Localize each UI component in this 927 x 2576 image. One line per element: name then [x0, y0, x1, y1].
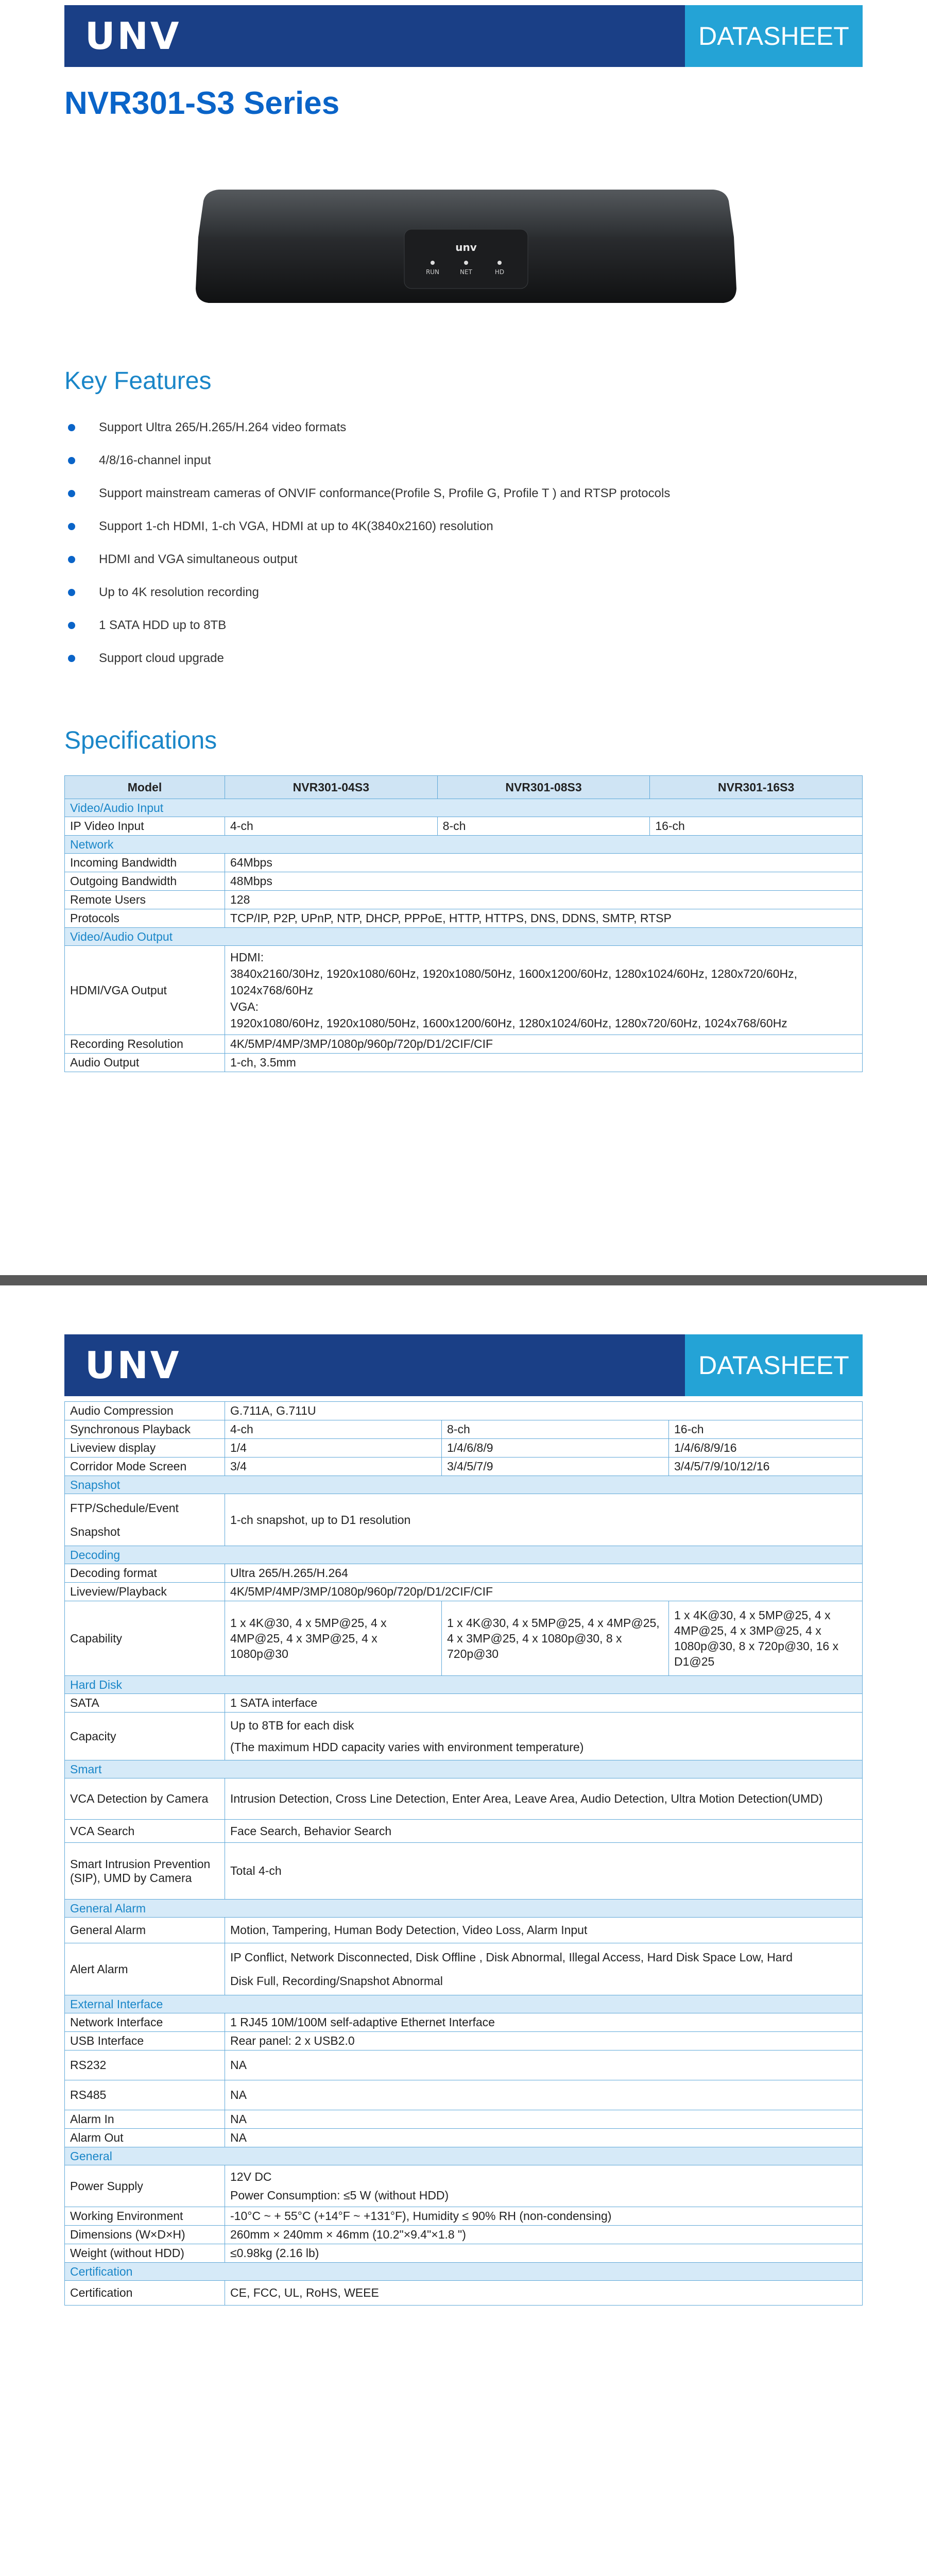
table-row: Audio Output 1-ch, 3.5mm [65, 1054, 863, 1072]
feature-item: Support Ultra 265/H.265/H.264 video formats [67, 420, 839, 453]
section-row: Smart [65, 1760, 863, 1778]
svg-text:unv: unv [455, 241, 477, 253]
table-row: Weight (without HDD) ≤0.98kg (2.16 lb) [65, 2244, 863, 2263]
datasheet-page-2 [0, 1285, 927, 2576]
datasheet-page-1 [0, 0, 927, 1278]
section-row: Certification [65, 2263, 863, 2281]
header-model: Model [65, 776, 225, 799]
section-row: Snapshot [65, 1476, 863, 1494]
unv-logo [64, 5, 685, 67]
section-row: External Interface [65, 1995, 863, 2013]
table-row: Corridor Mode Screen 3/4 3/4/5/7/9 3/4/5/7/9/10/12/16 [65, 1458, 863, 1476]
section-row: General [65, 2147, 863, 2165]
logo-text: UNV [85, 14, 181, 58]
specifications-heading: Specifications [64, 727, 217, 754]
datasheet-label: DATASHEET [698, 22, 849, 50]
table-row: Liveview/Playback 4K/5MP/4MP/3MP/1080p/960p/720p/D1/2CIF/CIF [65, 1583, 863, 1601]
table-row: VCA Search Face Search, Behavior Search [65, 1820, 863, 1843]
table-row: Dimensions (W×D×H) 260mm × 240mm × 46mm (10.2"×9.4"×1.8 ") [65, 2226, 863, 2244]
table-row: Alarm Out NA [65, 2129, 863, 2147]
feature-item: 4/8/16-channel input [67, 453, 839, 486]
table-row: RS485 NA [65, 2080, 863, 2110]
table-row: Protocols TCP/IP, P2P, UPnP, NTP, DHCP, PPPoE, HTTP, HTTPS, DNS, DDNS, SMTP, RTSP [65, 909, 863, 928]
datasheet-label-box [685, 1334, 863, 1396]
table-row: Recording Resolution 4K/5MP/4MP/3MP/1080p/960p/720p/D1/2CIF/CIF [65, 1035, 863, 1054]
table-row: Working Environment -10°C ~ + 55°C (+14°F ~ +131°F), Humidity ≤ 90% RH (non-condensing) [65, 2207, 863, 2226]
feature-item: Support cloud upgrade [67, 651, 839, 684]
table-row: Decoding format Ultra 265/H.265/H.264 [65, 1564, 863, 1583]
table-row: SATA 1 SATA interface [65, 1694, 863, 1713]
feature-item: Up to 4K resolution recording [67, 585, 839, 618]
table-row: Network Interface 1 RJ45 10M/100M self-adaptive Ethernet Interface [65, 2013, 863, 2032]
table-row: Capability 1 x 4K@30, 4 x 5MP@25, 4 x 4MP@25, 4 x 3MP@25, 4 x 1080p@30 1 x 4K@30, 4 x 5MP@25, 4 x 4MP@25, 4 x 3MP@25, 4 x 1080p@30, 8 x 720p@30 1 x 4K@30, 4 x 5MP@25, 4 x 4MP@25, 4 x 3MP@25, 4 x 1080p@30, 8 x 720p@30, 16 x D1@25 [65, 1601, 863, 1676]
table-row: VCA Detection by Camera Intrusion Detection, Cross Line Detection, Enter Area, Leave Area, Audio Detection, Ultra Motion Detection(UMD) [65, 1778, 863, 1820]
nvr-front-image [183, 180, 749, 314]
section-row: Decoding [65, 1546, 863, 1564]
table-row: Capacity Up to 8TB for each disk (The maximum HDD capacity varies with environment temperature) [65, 1713, 863, 1760]
led-label-hd: HD [494, 268, 505, 276]
datasheet-banner [64, 5, 863, 67]
header-16s3: NVR301-16S3 [650, 776, 863, 799]
header-08s3: NVR301-08S3 [437, 776, 650, 799]
led-label-net: NET [460, 268, 472, 276]
table-row: Certification CE, FCC, UL, RoHS, WEEE [65, 2281, 863, 2306]
table-row: FTP/Schedule/Event Snapshot 1-ch snapshot, up to D1 resolution [65, 1494, 863, 1546]
section-row: General Alarm [65, 1900, 863, 1918]
section-row: Network [65, 836, 863, 854]
table-row: General Alarm Motion, Tampering, Human Body Detection, Video Loss, Alarm Input [65, 1918, 863, 1943]
feature-item: Support 1-ch HDMI, 1-ch VGA, HDMI at up to 4K(3840x2160) resolution [67, 519, 839, 552]
table-row: Power Supply 12V DC Power Consumption: ≤5 W (without HDD) [65, 2165, 863, 2207]
header-04s3: NVR301-04S3 [225, 776, 438, 799]
page-separator [0, 1275, 927, 1285]
spec-table-page1 [64, 775, 863, 1072]
table-row: HDMI/VGA Output HDMI: 3840x2160/30Hz, 1920x1080/60Hz, 1920x1080/50Hz, 1600x1200/60Hz, 1280x1024/60Hz, 1280x720/60Hz, 1024x768/60Hz VGA: 1920x1080/60Hz, 1920x1080/50Hz, 1600x1200/60Hz, 1280x1024/60Hz, 1280x720/60Hz, 1024x768/60Hz [65, 946, 863, 1035]
table-row: Smart Intrusion Prevention (SIP), UMD by Camera Total 4-ch [65, 1843, 863, 1900]
section-row: Video/Audio Input [65, 799, 863, 817]
unv-logo [64, 1334, 685, 1396]
logo-text: UNV [85, 1344, 181, 1387]
led-label-run: RUN [425, 268, 440, 276]
table-row: Remote Users 128 [65, 891, 863, 909]
table-row: Alert Alarm IP Conflict, Network Disconnected, Disk Offline , Disk Abnormal, Illegal Access, Hard Disk Space Low, Hard Disk Full, Recording/Snapshot Abnormal [65, 1943, 863, 1995]
key-features-list [67, 420, 839, 684]
table-row: Synchronous Playback 4-ch 8-ch 16-ch [65, 1420, 863, 1439]
datasheet-label: DATASHEET [698, 1351, 849, 1380]
spec-table-page2 [64, 1401, 863, 2306]
feature-item: Support mainstream cameras of ONVIF conformance(Profile S, Profile G, Profile T ) and RTSP protocols [67, 486, 839, 519]
table-row: Audio Compression G.711A, G.711U [65, 1402, 863, 1420]
table-row: RS232 NA [65, 2050, 863, 2080]
section-row: Video/Audio Output [65, 928, 863, 946]
section-row: Hard Disk [65, 1676, 863, 1694]
datasheet-label-box [685, 5, 863, 67]
table-header-row [65, 776, 863, 799]
table-row: Liveview display 1/4 1/4/6/8/9 1/4/6/8/9/16 [65, 1439, 863, 1458]
feature-item: 1 SATA HDD up to 8TB [67, 618, 839, 651]
table-row: USB Interface Rear panel: 2 x USB2.0 [65, 2032, 863, 2050]
product-title: NVR301-S3 Series [64, 86, 340, 121]
table-row: Incoming Bandwidth 64Mbps [65, 854, 863, 872]
datasheet-banner [64, 1334, 863, 1396]
key-features-heading: Key Features [64, 367, 212, 395]
table-row: Outgoing Bandwidth 48Mbps [65, 872, 863, 891]
feature-item: HDMI and VGA simultaneous output [67, 552, 839, 585]
table-row: Alarm In NA [65, 2110, 863, 2129]
table-row: IP Video Input 4-ch 8-ch 16-ch [65, 817, 863, 836]
